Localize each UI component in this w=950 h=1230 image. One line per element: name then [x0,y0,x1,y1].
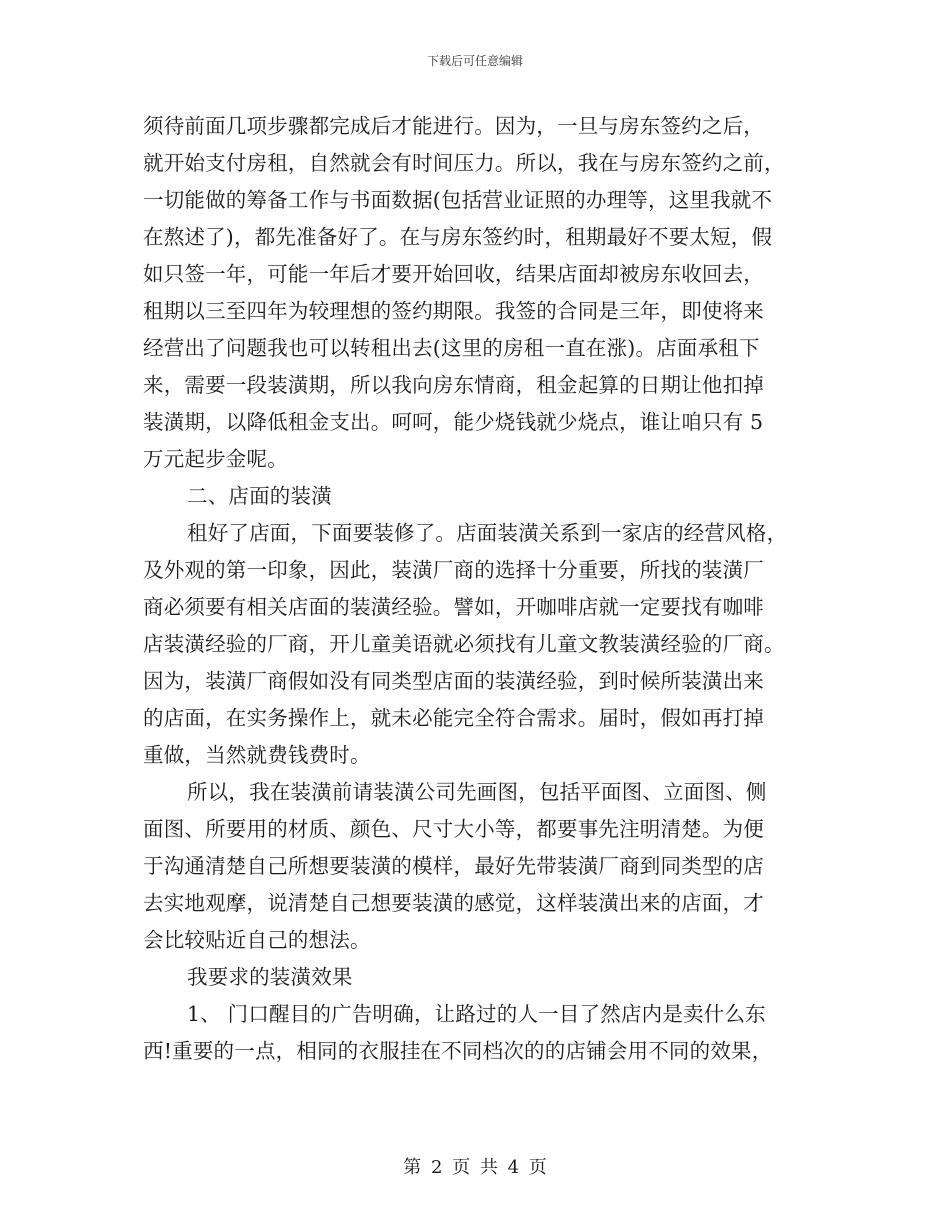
text-line: 西!重要的一点，相同的衣服挂在不同档次的的店铺会用不同的效果， [143,1039,773,1063]
text-line: 店装潢经验的厂商，开儿童美语就必须找有儿童文教装潢经验的厂商。 [143,632,785,656]
text-line: 租期以三至四年为较理想的签约期限。我签的合同是三年，即使将来 [143,299,764,323]
text-line: 面图、所要用的材质、颜色、尺寸大小等，都要事先注明清楚。为便 [143,817,764,841]
text-line: 及外观的第一印象，因此，装潢厂商的选择十分重要，所找的装潢厂 [143,558,764,582]
text-line: 就开始支付房租，自然就会有时间压力。所以，我在与房东签约之前， [143,151,785,175]
page-footer: 第 2 页 共 4 页 [403,1157,547,1178]
text-line: 租好了店面，下面要装修了。店面装潢关系到一家店的经营风格， [187,521,788,545]
text-line: 的店面，在实务操作上，就未必能完全符合需求。届时，假如再打掉 [143,706,764,730]
text-line: 如只签一年，可能一年后才要开始回收，结果店面却被房东收回去， [143,262,764,286]
text-line: 二、店面的装潢 [187,484,332,508]
text-line: 重做，当然就费钱费时。 [143,743,371,767]
text-line: 1、 门口醒目的广告明确，让路过的人一目了然店内是卖什么东 [187,1002,766,1026]
text-line: 一切能做的筹备工作与书面数据(包括营业证照的办理等，这里我就不 [143,188,773,212]
text-line: 会比较贴近自己的想法。 [143,928,371,952]
document-body [143,108,808,1070]
text-line: 我要求的装潢效果 [187,965,353,989]
text-line: 因为，装潢厂商假如没有同类型店面的装潢经验，到时候所装潢出来 [143,669,764,693]
text-line: 万元起步金呢。 [143,447,288,471]
text-line: 来，需要一段装潢期，所以我向房东情商，租金起算的日期让他扣掉 [143,373,764,397]
text-line: 经营出了问题我也可以转租出去(这里的房租一直在涨)。店面承租下 [143,336,760,360]
text-line: 须待前面几项步骤都完成后才能进行。因为，一旦与房东签约之后， [143,114,764,138]
page-header: 下载后可任意编辑 [426,54,523,68]
text-line: 商必须要有相关店面的装潢经验。譬如，开咖啡店就一定要找有咖啡 [143,595,764,619]
text-line: 去实地观摩，说清楚自己想要装潢的感觉，这样装潢出来的店面，才 [143,891,764,915]
text-line: 装潢期，以降低租金支出。呵呵，能少烧钱就少烧点，谁让咱只有 5 [143,410,764,434]
text-line: 于沟通清楚自己所想要装潢的模样，最好先带装潢厂商到同类型的店 [143,854,764,878]
text-line: 在熬述了)，都先准备好了。在与房东签约时，租期最好不要太短，假 [143,225,773,249]
text-line: 所以，我在装潢前请装潢公司先画图，包括平面图、立面图、侧 [187,780,767,804]
